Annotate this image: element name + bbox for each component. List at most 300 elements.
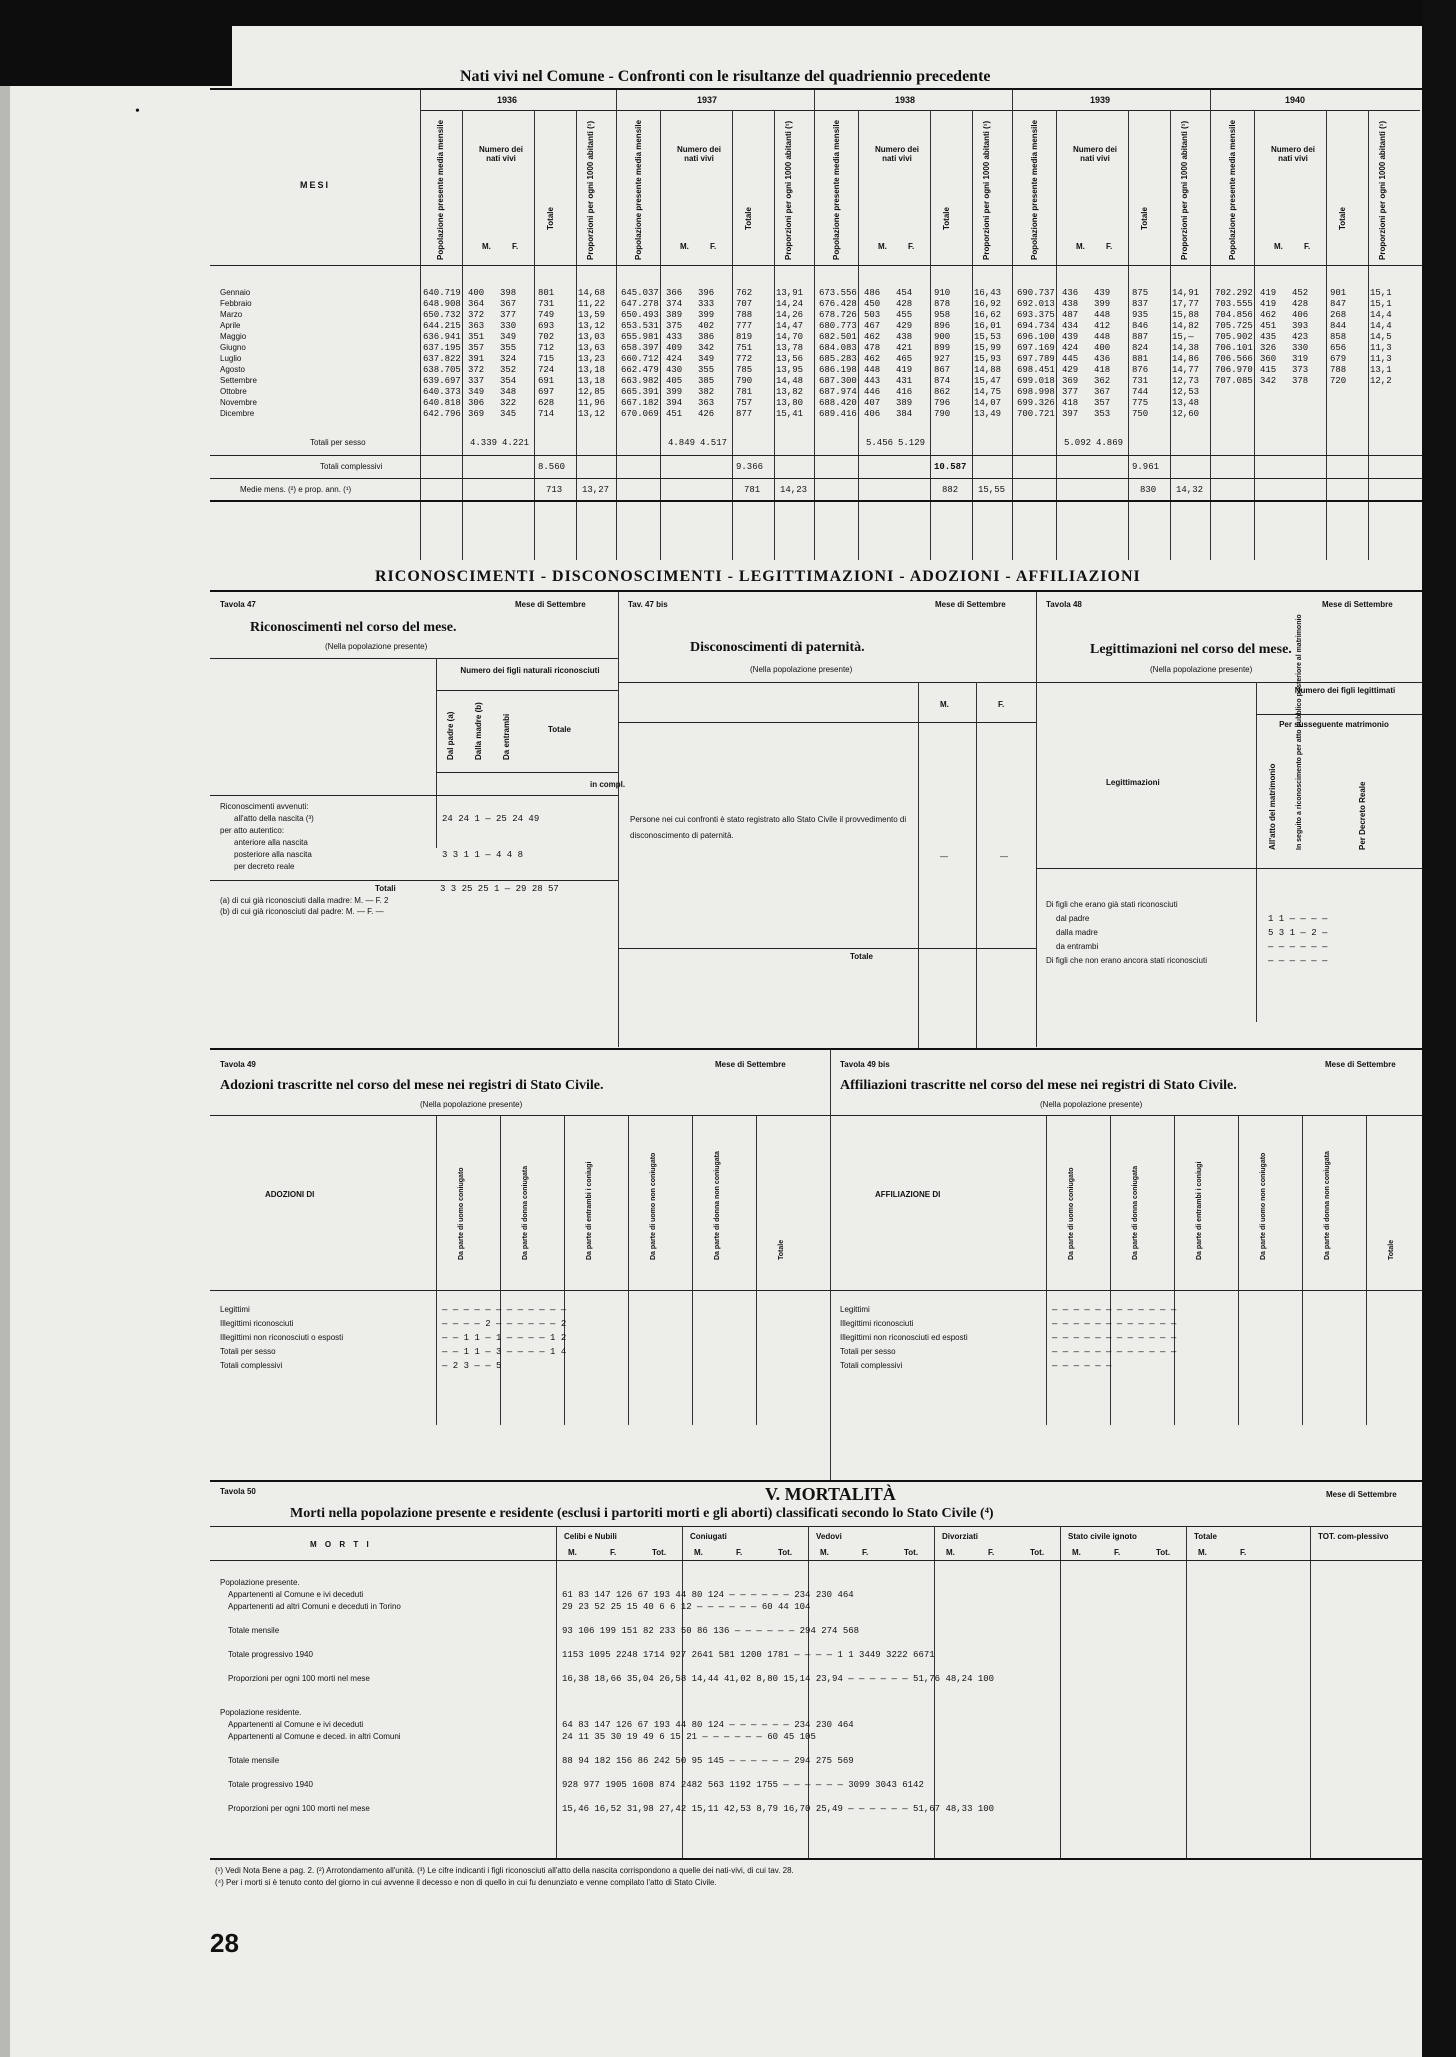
births-cell: 867 xyxy=(934,365,951,375)
col-tot-1938: Totale xyxy=(942,207,951,230)
births-cell: 428 xyxy=(1292,299,1309,309)
births-cell: 369 xyxy=(468,409,485,419)
births-cell: 13,18 xyxy=(578,365,606,375)
births-cell: 637.195 xyxy=(423,343,461,353)
births-cell: 685.283 xyxy=(819,354,857,364)
births-cell: 13,78 xyxy=(776,343,804,353)
tav50-sub: F. xyxy=(1114,1548,1121,1557)
births-cell: 13,12 xyxy=(578,409,606,419)
tav48-month: Mese di Settembre xyxy=(1322,600,1393,609)
births-cell: 678.726 xyxy=(819,310,857,320)
tav50-sub: F. xyxy=(988,1548,995,1557)
births-title: Nati vivi nel Comune - Confronti con le risultanze del quadriennio precedente xyxy=(460,68,991,85)
m-label: M. xyxy=(680,242,689,251)
births-cell: 13,82 xyxy=(776,387,804,397)
births-cell: 353 xyxy=(1094,409,1111,419)
tav47-col-tot: Totale xyxy=(548,725,571,734)
births-cell: 691 xyxy=(538,376,555,386)
births-cell: 16,01 xyxy=(974,321,1002,331)
tav50-sub: M. xyxy=(820,1548,829,1557)
tav50-sub: M. xyxy=(1198,1548,1207,1557)
births-cell: 790 xyxy=(736,376,753,386)
col-num-1939: Numero dei nati vivi xyxy=(1072,145,1117,163)
births-cell: 684.083 xyxy=(819,343,857,353)
tav49b-row-label: Illegittimi riconosciuti xyxy=(840,1319,914,1328)
births-cell: 642.796 xyxy=(423,409,461,419)
births-cell: 673.556 xyxy=(819,288,857,298)
tav47-row-label: anteriore alla nascita xyxy=(234,838,308,847)
births-cell: 14,68 xyxy=(578,288,606,298)
tav48-sub: Per susseguente matrimonio xyxy=(1279,720,1389,729)
tav49-col: Da parte di uomo coniugato xyxy=(458,1167,465,1260)
births-cell: 877 xyxy=(736,409,753,419)
scan-dark-band xyxy=(232,0,1456,26)
tav50-sub: F. xyxy=(736,1548,743,1557)
births-cell: 333 xyxy=(698,299,715,309)
births-cell: 330 xyxy=(1292,343,1309,353)
tot-compl: 10.587 xyxy=(934,462,967,472)
births-cell: 762 xyxy=(736,288,753,298)
tav47-row-label: per decreto reale xyxy=(234,862,295,871)
tav50-row-label: Popolazione residente. xyxy=(220,1708,302,1717)
births-cell: 337 xyxy=(468,376,485,386)
births-cell: 731 xyxy=(538,299,555,309)
tav50-title: Morti nella popolazione presente e residente (esclusi i partoriti morti e gli aborti) classificati secondo lo Stato Civile (⁴) xyxy=(290,1506,994,1521)
tav50-row-label: Appartenenti al Comune e deced. in altri Comuni xyxy=(228,1732,401,1741)
births-cell: 487 xyxy=(1062,310,1079,320)
births-cell: 15,47 xyxy=(974,376,1002,386)
tav50-sub: Tot. xyxy=(1156,1548,1171,1557)
births-cell: 700.721 xyxy=(1017,409,1055,419)
births-cell: 13,48 xyxy=(1172,398,1200,408)
tav50-foot1: (¹) Vedi Nota Bene a pag. 2. (²) Arrotondamento all'unità. (³) Le cifre indicanti i figli riconosciuti all'atto della nascita corrispondono a quelle dei nati-vivi, di cui tav. 28. xyxy=(215,1866,794,1875)
tav50-row-values: 16,38 18,66 35,04 26,58 14,44 41,02 8,80 15,14 23,94 — — — — — — 51,76 48,24 100 xyxy=(562,1674,995,1684)
births-cell: 644.215 xyxy=(423,321,461,331)
births-cell: 364 xyxy=(468,299,485,309)
births-cell: 446 xyxy=(864,387,881,397)
tav47-row-values: 24 24 1 — 25 24 49 xyxy=(442,814,540,824)
births-cell: 801 xyxy=(538,288,555,298)
tav47-row-label: all'atto della nascita (³) xyxy=(234,814,314,823)
tav49-row-values: — — 1 1 — 1 — — — — 1 2 xyxy=(442,1333,567,1343)
medie: 14,32 xyxy=(1176,485,1204,495)
tot-sesso: 5.456 xyxy=(866,438,894,448)
births-cell: 372 xyxy=(468,365,485,375)
births-cell: 656 xyxy=(1330,343,1347,353)
births-cell: 796 xyxy=(934,398,951,408)
births-cell: 438 xyxy=(896,332,913,342)
births-cell: 874 xyxy=(934,376,951,386)
births-cell: 704.856 xyxy=(1215,310,1253,320)
tav47b-f: F. xyxy=(998,700,1005,709)
tav50-group-line xyxy=(1310,1526,1311,1858)
births-cell: 439 xyxy=(1094,288,1111,298)
births-cell: 638.705 xyxy=(423,365,461,375)
births-cell: 503 xyxy=(864,310,881,320)
births-cell: 402 xyxy=(698,321,715,331)
tav49b-col-line xyxy=(1046,1115,1047,1425)
month-label: Settembre xyxy=(220,376,257,385)
births-cell: 375 xyxy=(666,321,683,331)
births-cell: 13,03 xyxy=(578,332,606,342)
births-cell: 330 xyxy=(500,321,517,331)
tav50-sub: Tot. xyxy=(652,1548,667,1557)
births-cell: 324 xyxy=(500,354,517,364)
tav50-group: Divorziati xyxy=(942,1532,979,1541)
tav49b-row-values: — — — — — — — — — — — — xyxy=(1052,1333,1177,1343)
births-cell: 13,23 xyxy=(578,354,606,364)
tav50-row-values: 88 94 182 156 86 242 50 95 145 — — — — — — 294 275 569 xyxy=(562,1756,854,1766)
month-label: Novembre xyxy=(220,398,257,407)
tav50-group: Stato civile ignoto xyxy=(1068,1532,1137,1541)
births-cell: 13,12 xyxy=(578,321,606,331)
births-cell: 665.391 xyxy=(621,387,659,397)
tav47-month: Mese di Settembre xyxy=(515,600,586,609)
births-cell: 14,4 xyxy=(1370,310,1392,320)
births-cell: 896 xyxy=(934,321,951,331)
births-cell: 750 xyxy=(1132,409,1149,419)
month-label: Ottobre xyxy=(220,387,247,396)
col-tot-1936: Totale xyxy=(546,207,555,230)
tav48-row-values: 5 3 1 — 2 — xyxy=(1268,928,1328,938)
births-cell: 693.375 xyxy=(1017,310,1055,320)
births-cell: 14,86 xyxy=(1172,354,1200,364)
births-cell: 13,56 xyxy=(776,354,804,364)
tav49b-col: Da parte di uomo non coniugato xyxy=(1260,1152,1267,1260)
tav50-label: Tavola 50 xyxy=(220,1487,256,1496)
births-cell: 901 xyxy=(1330,288,1347,298)
births-cell: 430 xyxy=(666,365,683,375)
tav47-col: Dal padre (a) xyxy=(446,711,455,760)
tav49b-row-label: Legittimi xyxy=(840,1305,870,1314)
births-cell: 396 xyxy=(698,288,715,298)
births-cell: 14,5 xyxy=(1370,332,1392,342)
tav50-sub: F. xyxy=(610,1548,617,1557)
col-prop-1939: Proporzioni per ogni 1000 abitanti (¹) xyxy=(1180,120,1189,260)
births-cell: 14,88 xyxy=(974,365,1002,375)
births-cell: 662.479 xyxy=(621,365,659,375)
births-cell: 689.416 xyxy=(819,409,857,419)
tav47b-text: Persone nei cui confronti è stato registrato allo Stato Civile il provvedimento di disconoscimento di paternità. xyxy=(630,815,907,840)
births-cell: 419 xyxy=(896,365,913,375)
tav49b-row-values: — — — — — — xyxy=(1052,1361,1112,1371)
births-cell: 13,63 xyxy=(578,343,606,353)
tav49-col-line xyxy=(756,1115,757,1425)
births-cell: 650.732 xyxy=(423,310,461,320)
births-cell: 418 xyxy=(1062,398,1079,408)
tav49b-subtitle: (Nella popolazione presente) xyxy=(1040,1100,1143,1109)
births-cell: 875 xyxy=(1132,288,1149,298)
births-cell: 367 xyxy=(500,299,517,309)
tav49-col: Da parte di uomo non coniugato xyxy=(650,1152,657,1260)
births-cell: 775 xyxy=(1132,398,1149,408)
births-cell: 11,3 xyxy=(1370,354,1392,364)
m-label: M. xyxy=(878,242,887,251)
births-cell: 698.998 xyxy=(1017,387,1055,397)
births-cell: 451 xyxy=(666,409,683,419)
tav47-totali-label: Totali xyxy=(375,884,396,893)
births-cell: 448 xyxy=(1094,332,1111,342)
births-cell: 881 xyxy=(1132,354,1149,364)
tav47-col: Da entrambi xyxy=(502,713,511,760)
tav49-col-line xyxy=(692,1115,693,1425)
tav49b-row-values: — — — — — — — — — — — — xyxy=(1052,1319,1177,1329)
births-cell: 772 xyxy=(736,354,753,364)
col-prop-1936: Proporzioni per ogni 1000 abitanti (¹) xyxy=(586,120,595,260)
births-cell: 406 xyxy=(864,409,881,419)
births-cell: 451 xyxy=(1260,321,1277,331)
births-cell: 389 xyxy=(896,398,913,408)
births-cell: 707 xyxy=(736,299,753,309)
births-cell: 636.941 xyxy=(423,332,461,342)
tav48-leg-label: Legittimazioni xyxy=(1106,778,1160,787)
births-cell: 378 xyxy=(1292,376,1309,386)
births-cell: 14,75 xyxy=(974,387,1002,397)
col-num-1936: Numero dei nati vivi xyxy=(478,145,523,163)
tav49b-col: Da parte di uomo coniugato xyxy=(1068,1167,1075,1260)
tav50-row-label: Totale mensile xyxy=(228,1626,280,1635)
year-1937: 1937 xyxy=(697,95,718,105)
tot-sesso: 4.849 xyxy=(668,438,696,448)
births-cell: 322 xyxy=(500,398,517,408)
births-cell: 958 xyxy=(934,310,951,320)
births-cell: 439 xyxy=(1062,332,1079,342)
births-cell: 720 xyxy=(1330,376,1347,386)
births-cell: 785 xyxy=(736,365,753,375)
births-cell: 426 xyxy=(698,409,715,419)
tav49-row-label: Totali complessivi xyxy=(220,1361,283,1370)
tav50-row-label: Totale progressivo 1940 xyxy=(228,1650,313,1659)
tav49b-row-label: Totali complessivi xyxy=(840,1361,903,1370)
births-cell: 13,80 xyxy=(776,398,804,408)
tav50-sub: Tot. xyxy=(778,1548,793,1557)
tav50-sub: M. xyxy=(1072,1548,1081,1557)
births-cell: 16,62 xyxy=(974,310,1002,320)
births-cell: 416 xyxy=(896,387,913,397)
tav50-row-values: 928 977 1905 1608 874 2482 563 1192 1755 — — — — — — 3099 3043 6142 xyxy=(562,1780,924,1790)
births-cell: 647.278 xyxy=(621,299,659,309)
month-label: Gennaio xyxy=(220,288,251,297)
col-num-1940: Numero dei nati vivi xyxy=(1270,145,1315,163)
births-cell: 15,93 xyxy=(974,354,1002,364)
tav49b-col: Da parte di donna non coniugata xyxy=(1324,1151,1331,1260)
births-cell: 467 xyxy=(864,321,881,331)
births-cell: 682.501 xyxy=(819,332,857,342)
tav48-row-values: — — — — — — xyxy=(1268,956,1328,966)
births-cell: 788 xyxy=(1330,365,1347,375)
births-cell: 11,3 xyxy=(1370,343,1392,353)
births-cell: 443 xyxy=(864,376,881,386)
births-cell: 268 xyxy=(1330,310,1347,320)
births-cell: 14,48 xyxy=(776,376,804,386)
document-page xyxy=(210,60,1422,1970)
births-cell: 705.902 xyxy=(1215,332,1253,342)
births-cell: 436 xyxy=(1062,288,1079,298)
births-cell: 687.300 xyxy=(819,376,857,386)
tav47b-subtitle: (Nella popolazione presente) xyxy=(750,665,853,674)
tav48-title: Legittimazioni nel corso del mese. xyxy=(1090,642,1292,657)
page-number: 28 xyxy=(210,1928,239,1958)
tav47-title: Riconoscimenti nel corso del mese. xyxy=(250,620,457,635)
births-cell: 15,88 xyxy=(1172,310,1200,320)
births-cell: 13,49 xyxy=(974,409,1002,419)
month-label: Giugno xyxy=(220,343,246,352)
tav49-col: Totale xyxy=(778,1239,785,1260)
births-cell: 423 xyxy=(1292,332,1309,342)
births-cell: 878 xyxy=(934,299,951,309)
births-cell: 749 xyxy=(538,310,555,320)
medie: 882 xyxy=(942,485,959,495)
tav49b-rowhead: AFFILIAZIONE DI xyxy=(875,1190,941,1199)
tav49-col: Da parte di donna coniugata xyxy=(522,1165,529,1260)
births-cell: 844 xyxy=(1330,321,1347,331)
tot-compl: 9.961 xyxy=(1132,462,1160,472)
births-cell: 640.373 xyxy=(423,387,461,397)
births-cell: 478 xyxy=(864,343,881,353)
births-cell: 369 xyxy=(1062,376,1079,386)
births-cell: 715 xyxy=(538,354,555,364)
births-cell: 707.085 xyxy=(1215,376,1253,386)
births-cell: 374 xyxy=(666,299,683,309)
births-cell: 11,96 xyxy=(578,398,606,408)
births-cell: 398 xyxy=(500,288,517,298)
births-cell: 699.018 xyxy=(1017,376,1055,386)
col-tot-1937: Totale xyxy=(744,207,753,230)
col-pop-1940: Popolazione presente media mensile xyxy=(1228,119,1237,260)
births-cell: 399 xyxy=(1094,299,1111,309)
tav47-in-compl: in compl. xyxy=(590,780,626,789)
tav48-head: Numero dei figli legittimati xyxy=(1294,686,1396,695)
births-cell: 645.037 xyxy=(621,288,659,298)
births-cell: 14,07 xyxy=(974,398,1002,408)
births-cell: 663.982 xyxy=(621,376,659,386)
tav49-row-label: Illegittimi non riconosciuti o esposti xyxy=(220,1333,344,1342)
tot-compl: 8.560 xyxy=(538,462,566,472)
year-1939: 1939 xyxy=(1090,95,1111,105)
births-cell: 900 xyxy=(934,332,951,342)
births-cell: 706.101 xyxy=(1215,343,1253,353)
births-cell: 394 xyxy=(666,398,683,408)
tav49-row-label: Illegittimi riconosciuti xyxy=(220,1319,294,1328)
col-pop-1936: Popolazione presente media mensile xyxy=(436,119,445,260)
tav49-label: Tavola 49 xyxy=(220,1060,256,1069)
births-cell: 342 xyxy=(698,343,715,353)
births-cell: 424 xyxy=(666,354,683,364)
births-cell: 486 xyxy=(864,288,881,298)
births-cell: 660.712 xyxy=(621,354,659,364)
births-cell: 389 xyxy=(666,310,683,320)
tav49-title: Adozioni trascritte nel corso del mese nei registri di Stato Civile. xyxy=(220,1078,604,1093)
tav48-label: Tavola 48 xyxy=(1046,600,1082,609)
tot-sesso: 5.129 xyxy=(898,438,926,448)
births-cell: 462 xyxy=(864,354,881,364)
tav49b-col-line xyxy=(1302,1115,1303,1425)
tav49b-row-label: Illegittimi non riconosciuti ed esposti xyxy=(840,1333,968,1342)
tav50-row-values: 64 83 147 126 67 193 44 80 124 — — — — — — 234 230 464 xyxy=(562,1720,854,1730)
tav49-row-label: Legittimi xyxy=(220,1305,250,1314)
tav49-row-values: — — 1 1 — 3 — — — — 1 4 xyxy=(442,1347,567,1357)
births-cell: 345 xyxy=(500,409,517,419)
f-label: F. xyxy=(512,242,519,251)
month-label: Febbraio xyxy=(220,299,252,308)
births-cell: 702.292 xyxy=(1215,288,1253,298)
births-cell: 697.789 xyxy=(1017,354,1055,364)
col-prop-1938: Proporzioni per ogni 1000 abitanti (¹) xyxy=(982,120,991,260)
tav49b-col: Totale xyxy=(1388,1239,1395,1260)
births-cell: 702 xyxy=(538,332,555,342)
tav50-row-values: 15,46 16,52 31,98 27,42 15,11 42,53 8,79 16,70 25,49 — — — — — — 51,67 48,33 100 xyxy=(562,1804,995,1814)
births-cell: 14,70 xyxy=(776,332,804,342)
births-cell: 385 xyxy=(698,376,715,386)
tav49-col-line xyxy=(436,1115,437,1425)
births-cell: 355 xyxy=(698,365,715,375)
month-label: Marzo xyxy=(220,310,243,319)
medie: 781 xyxy=(744,485,761,495)
tav47b-dash: — xyxy=(1000,852,1008,861)
births-cell: 15,1 xyxy=(1370,299,1392,309)
tot-sesso: 4.221 xyxy=(502,438,530,448)
births-cell: 751 xyxy=(736,343,753,353)
births-cell: 777 xyxy=(736,321,753,331)
tav49-subtitle: (Nella popolazione presente) xyxy=(420,1100,523,1109)
births-cell: 354 xyxy=(500,376,517,386)
births-cell: 406 xyxy=(1292,310,1309,320)
births-cell: 431 xyxy=(896,376,913,386)
births-cell: 935 xyxy=(1132,310,1149,320)
tav50-group-line xyxy=(1060,1526,1061,1858)
tav49-rowhead: ADOZIONI DI xyxy=(265,1190,315,1199)
m-label: M. xyxy=(482,242,491,251)
births-cell: 428 xyxy=(896,299,913,309)
tav50-sub: Tot. xyxy=(904,1548,919,1557)
medie: 713 xyxy=(546,485,563,495)
births-cell: 699.326 xyxy=(1017,398,1055,408)
births-cell: 724 xyxy=(538,365,555,375)
births-cell: 16,43 xyxy=(974,288,1002,298)
births-cell: 377 xyxy=(1062,387,1079,397)
tav48-col: In seguito a riconoscimento per atto pubblico posteriore al matrimonio xyxy=(1296,614,1303,850)
tav49b-row-label: Totali per sesso xyxy=(840,1347,896,1356)
births-cell: 349 xyxy=(468,387,485,397)
births-cell: 687.974 xyxy=(819,387,857,397)
births-cell: 415 xyxy=(1260,365,1277,375)
births-cell: 360 xyxy=(1260,354,1277,364)
tot-sesso: 4.869 xyxy=(1096,438,1124,448)
births-cell: 846 xyxy=(1132,321,1149,331)
tav47b-totale: Totale xyxy=(850,952,873,961)
births-cell: 862 xyxy=(934,387,951,397)
month-label: Maggio xyxy=(220,332,247,341)
month-label: Aprile xyxy=(220,321,241,330)
births-cell: 421 xyxy=(896,343,913,353)
births-cell: 790 xyxy=(934,409,951,419)
births-cell: 640.719 xyxy=(423,288,461,298)
tav50-sub: Tot. xyxy=(1030,1548,1045,1557)
births-cell: 429 xyxy=(1062,365,1079,375)
tav49b-col-line xyxy=(1366,1115,1367,1425)
tav47-row-values: 3 3 1 1 — 4 4 8 xyxy=(442,850,524,860)
col-prop-1940: Proporzioni per ogni 1000 abitanti (¹) xyxy=(1378,120,1387,260)
tav48-col: All'atto del matrimonio xyxy=(1268,763,1277,850)
tav49-row-values: — 2 3 — — 5 xyxy=(442,1361,502,1371)
births-cell: 436 xyxy=(1094,354,1111,364)
births-cell: 409 xyxy=(666,343,683,353)
tav50-foot2: (⁴) Per i morti si è tenuto conto del giorno in cui avvenne il decesso e non di quello in cui fu denunziato e venne compilato l'atto di Stato Civile. xyxy=(215,1878,717,1887)
col-pop-1937: Popolazione presente media mensile xyxy=(634,119,643,260)
tav49b-month: Mese di Settembre xyxy=(1325,1060,1396,1069)
births-cell: 658.397 xyxy=(621,343,659,353)
tav49b-col: Da parte di entrambi i coniugi xyxy=(1196,1161,1203,1260)
